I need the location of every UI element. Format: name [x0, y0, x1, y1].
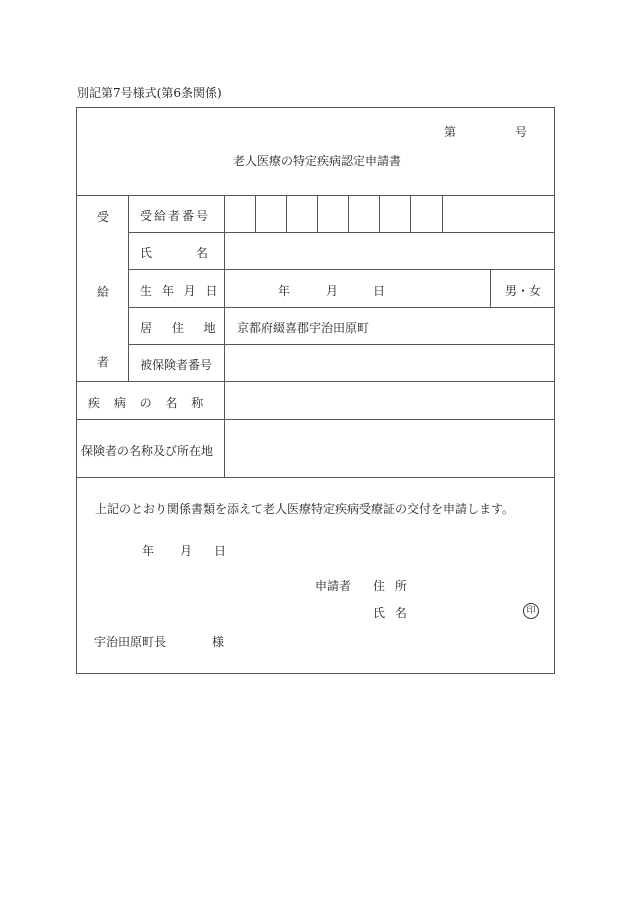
divider-insurer [76, 477, 555, 478]
recipient-char-1: 受 [97, 210, 110, 224]
label-recipient-number: 受給者番号 [140, 209, 211, 223]
divider-header [76, 195, 555, 196]
label-residence: 居 住 地 [140, 321, 216, 335]
number-box-divider [379, 195, 380, 232]
col-recipient-label [128, 195, 129, 381]
number-box-divider [286, 195, 287, 232]
number-box-divider [348, 195, 349, 232]
date-day-unit: 日 [214, 544, 227, 558]
number-box-divider [317, 195, 318, 232]
sex-choice: 男・女 [505, 284, 542, 298]
applicant-address-label: 住 所 [373, 579, 407, 593]
number-prefix: 第 [444, 125, 457, 139]
col-field-label [224, 195, 225, 477]
number-box-divider [255, 195, 256, 232]
application-statement: 上記のとおり関係書類を添えて老人医療特定疾病受療証の交付を申請します。 [95, 502, 515, 516]
recipient-char-3: 者 [97, 355, 110, 369]
label-birthdate: 生 年 月 日 [140, 284, 218, 298]
addressee-honorific: 様 [212, 635, 225, 649]
number-suffix: 号 [515, 125, 528, 139]
label-disease-name: 疾 病 の 名 称 [88, 396, 204, 410]
divider-row-3 [128, 307, 555, 308]
divider-recipient-end [76, 381, 555, 382]
date-year-unit: 年 [142, 544, 155, 558]
birth-month-unit: 月 [326, 284, 339, 298]
addressee: 宇治田原町長 [94, 635, 167, 649]
date-month-unit: 月 [180, 544, 193, 558]
divider-row-1 [128, 232, 555, 233]
form-title: 老人医療の特定疾病認定申請書 [233, 154, 402, 168]
divider-row-4 [128, 344, 555, 345]
applicant-name-label: 氏 名 [373, 606, 407, 620]
birth-year-unit: 年 [278, 284, 291, 298]
recipient-char-2: 給 [97, 285, 110, 299]
residence-value: 京都府綴喜郡宇治田原町 [237, 321, 370, 335]
number-box-divider [442, 195, 443, 232]
form-reference: 別記第7号様式(第6条関係) [77, 86, 222, 100]
applicant-label: 申請者 [315, 579, 352, 593]
seal-mark: 印 [523, 603, 539, 619]
birth-day-unit: 日 [373, 284, 386, 298]
col-sex [490, 269, 491, 307]
label-name: 氏 名 [140, 246, 208, 260]
label-insured-number: 被保険者番号 [140, 358, 213, 372]
divider-disease [76, 419, 555, 420]
label-insurer: 保険者の名称及び所在地 [81, 444, 214, 458]
number-box-divider [410, 195, 411, 232]
